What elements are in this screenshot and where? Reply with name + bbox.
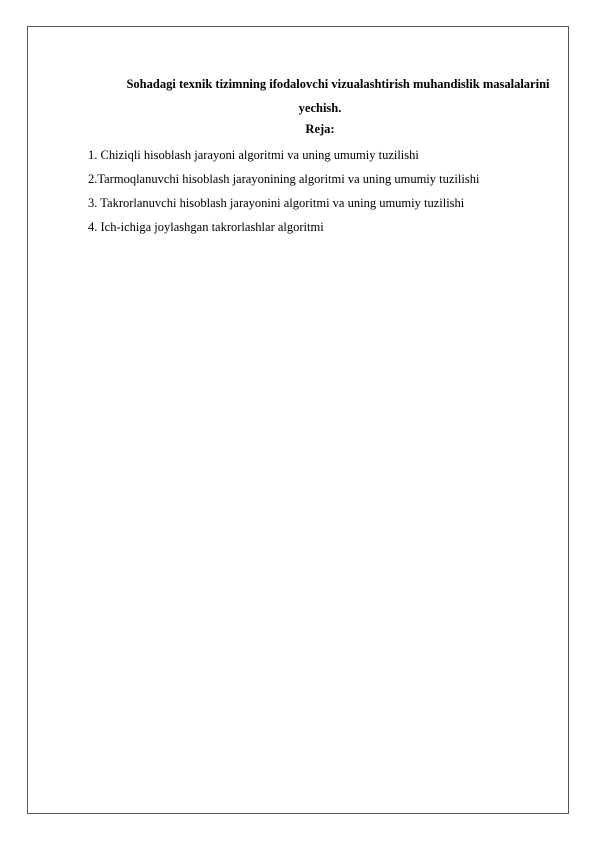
plan-item: 3. Takrorlanuvchi hisoblash jarayonini algoritmi va uning umumiy tuzilishi [88, 196, 465, 210]
plan-heading: Reja: [305, 122, 335, 136]
document-title: Sohadagi texnik tizimning ifodalovchi vizualashtirish muhandislik masalalarini yechish. [126, 77, 550, 115]
plan-item: 4. Ich-ichiga joylashgan takrorlashlar algoritmi [88, 220, 324, 234]
plan-item: 2.Tarmoqlanuvchi hisoblash jarayonining algoritmi va uning umumiy tuzilishi [88, 172, 480, 186]
plan-item: 1. Chiziqli hisoblash jarayoni algoritmi va uning umumiy tuzilishi [88, 148, 419, 162]
plan-list [88, 143, 558, 239]
